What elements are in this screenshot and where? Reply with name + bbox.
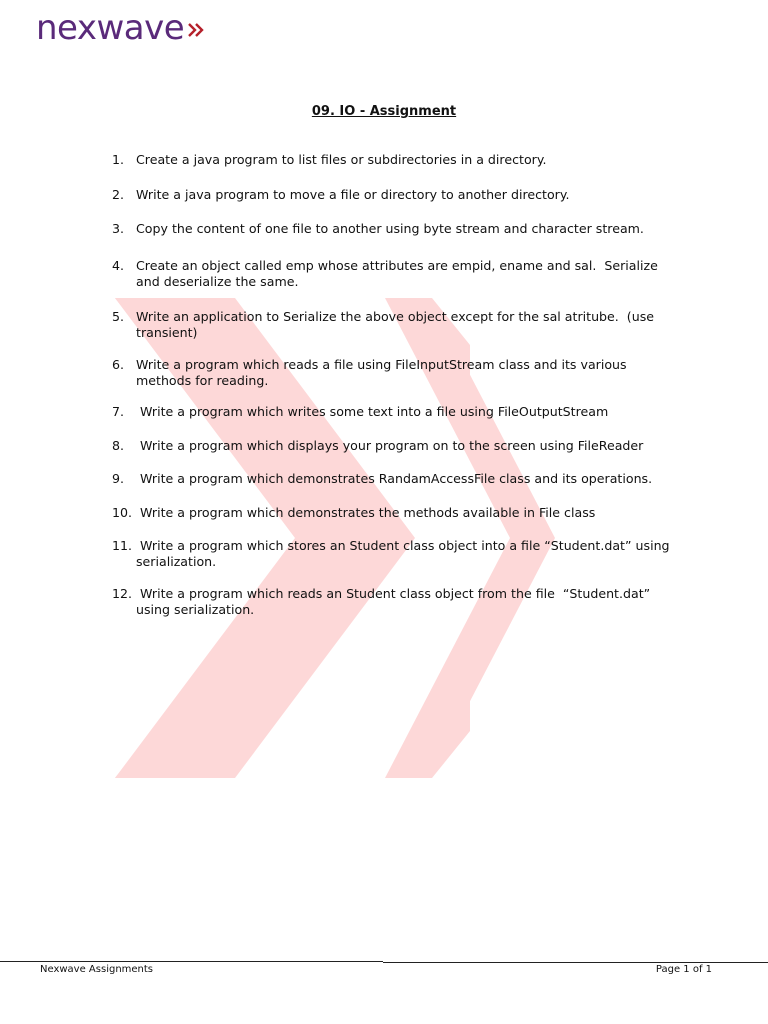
item-number: 9.	[112, 471, 125, 486]
item-text: Write a java program to move a file or directory to another directory.	[136, 187, 570, 202]
item-text: Copy the content of one file to another using byte stream and character stream.	[136, 221, 644, 236]
item-number: 2.	[112, 187, 125, 202]
footer-divider	[0, 961, 383, 962]
item-text: Write a program which reads an Student class object from the file “Student.dat” using serialization.	[136, 586, 655, 617]
item-text: Create an object called emp whose attributes are empid, ename and sal. Serialize and deserialize the same.	[136, 258, 662, 289]
footer-divider	[383, 962, 768, 963]
page-number: Page 1 of 1	[655, 964, 712, 975]
item-number: 8.	[112, 438, 125, 453]
item-number: 6.	[112, 357, 125, 372]
item-number: 7.	[112, 404, 125, 419]
item-number: 4.	[112, 258, 125, 273]
item-text: Write a program which demonstrates RandamAccessFile class and its operations.	[136, 471, 653, 486]
item-text: Write a program which demonstrates the methods available in File class	[136, 505, 596, 520]
item-text: Write a program which reads a file using FileInputStream class and its various methods for reading.	[136, 357, 631, 388]
item-text: Write a program which stores an Student class object into a file “Student.dat” using serialization.	[136, 538, 674, 569]
item-text: Write an application to Serialize the above object except for the sal atritube. (use transient)	[136, 309, 659, 340]
footer-left-text: Nexwave Assignments	[40, 964, 154, 975]
nexwave-logo	[36, 8, 184, 48]
logo-text: nexwave	[36, 8, 185, 48]
item-number: 5.	[112, 309, 125, 324]
item-number: 10.	[112, 505, 133, 520]
item-text: Write a program which displays your program on to the screen using FileReader	[136, 438, 644, 453]
item-number: 3.	[112, 221, 125, 236]
item-number: 12.	[112, 586, 133, 601]
item-number: 1.	[112, 152, 125, 167]
item-text: Create a java program to list files or subdirectories in a directory.	[136, 152, 547, 167]
logo-chevron-icon	[188, 22, 206, 38]
item-text: Write a program which writes some text into a file using FileOutputStream	[136, 404, 609, 419]
document-title: 09. IO - Assignment	[311, 104, 457, 119]
item-number: 11.	[112, 538, 133, 553]
